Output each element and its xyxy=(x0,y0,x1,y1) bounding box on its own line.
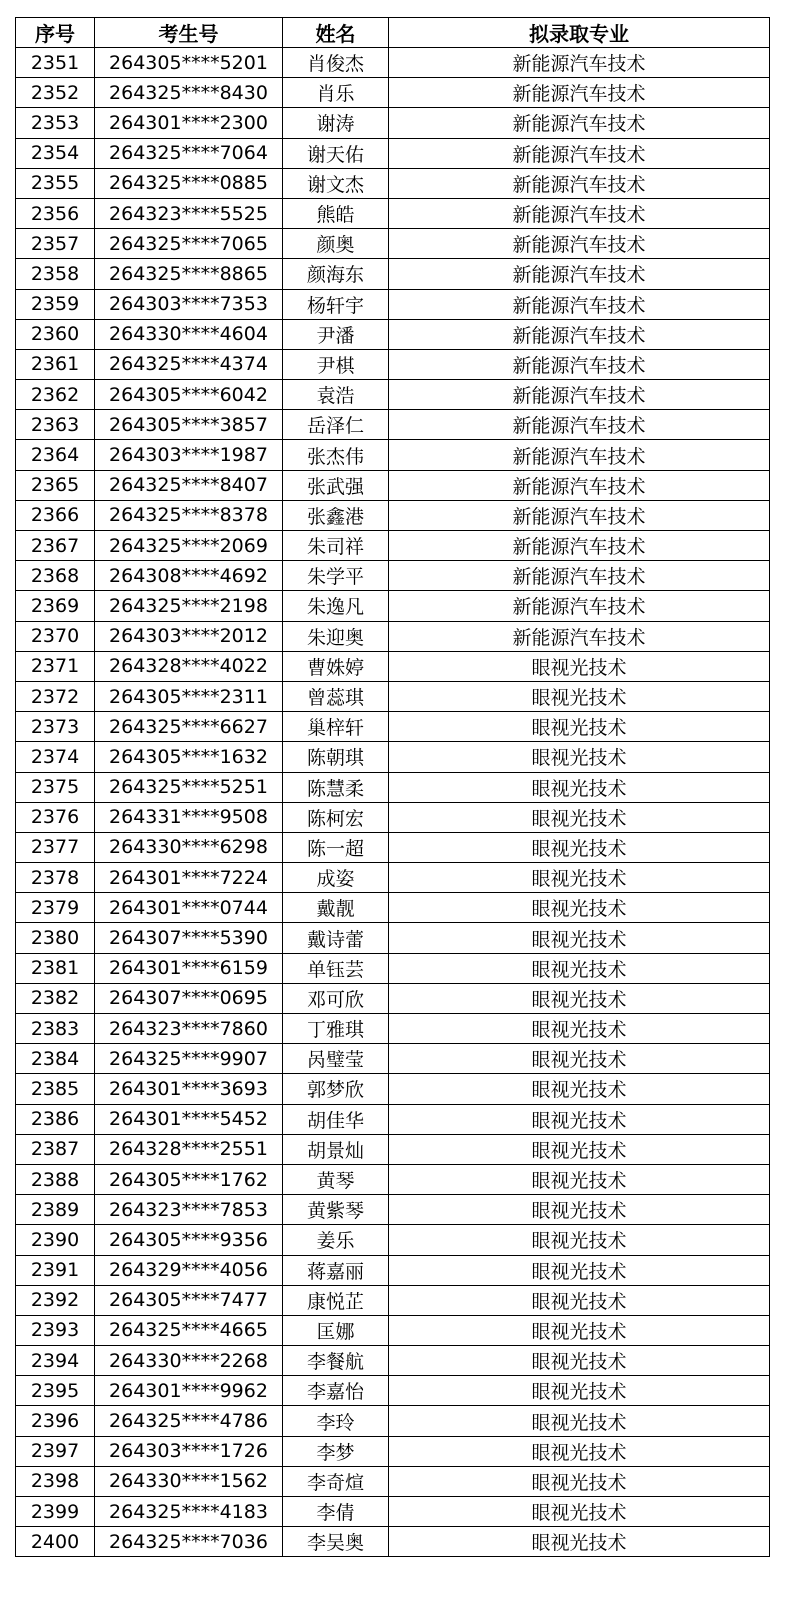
serial-number-cell: 2368 xyxy=(16,561,95,591)
name-cell: 肖乐 xyxy=(283,78,389,108)
admitted-major-cell: 新能源汽车技术 xyxy=(389,410,770,440)
admitted-major-cell: 眼视光技术 xyxy=(389,893,770,923)
table-row xyxy=(16,1255,770,1285)
table-row xyxy=(16,78,770,108)
admitted-major-cell: 眼视光技术 xyxy=(389,1195,770,1225)
table-row xyxy=(16,1014,770,1044)
serial-number-cell: 2392 xyxy=(16,1285,95,1315)
serial-number-cell: 2386 xyxy=(16,1104,95,1134)
candidate-number-cell: 264325****7036 xyxy=(95,1527,283,1557)
candidate-number-cell: 264301****0744 xyxy=(95,893,283,923)
admitted-major-cell: 新能源汽车技术 xyxy=(389,500,770,530)
serial-number-cell: 2367 xyxy=(16,531,95,561)
candidate-number-cell: 264325****4786 xyxy=(95,1406,283,1436)
name-cell: 呙璧莹 xyxy=(283,1044,389,1074)
name-cell: 尹潘 xyxy=(283,319,389,349)
admitted-major-cell: 眼视光技术 xyxy=(389,681,770,711)
candidate-number-cell: 264325****7064 xyxy=(95,138,283,168)
serial-number-cell: 2357 xyxy=(16,229,95,259)
table-row xyxy=(16,742,770,772)
candidate-number-cell: 264328****2551 xyxy=(95,1134,283,1164)
table-row xyxy=(16,681,770,711)
serial-number-cell: 2384 xyxy=(16,1044,95,1074)
serial-number-cell: 2375 xyxy=(16,772,95,802)
table-row xyxy=(16,168,770,198)
admitted-major-cell: 新能源汽车技术 xyxy=(389,531,770,561)
name-cell: 郭梦欣 xyxy=(283,1074,389,1104)
name-cell: 李奇煊 xyxy=(283,1466,389,1496)
name-cell: 谢天佑 xyxy=(283,138,389,168)
name-cell: 丁雅琪 xyxy=(283,1014,389,1044)
table-row xyxy=(16,1406,770,1436)
name-cell: 谢涛 xyxy=(283,108,389,138)
table-body xyxy=(16,48,770,1557)
admitted-major-cell: 眼视光技术 xyxy=(389,863,770,893)
name-cell: 尹棋 xyxy=(283,349,389,379)
name-cell: 姜乐 xyxy=(283,1225,389,1255)
table-row xyxy=(16,863,770,893)
admitted-major-cell: 眼视光技术 xyxy=(389,772,770,802)
name-cell: 李吴奥 xyxy=(283,1527,389,1557)
table-row xyxy=(16,923,770,953)
candidate-number-cell: 264325****0885 xyxy=(95,168,283,198)
name-cell: 陈朝琪 xyxy=(283,742,389,772)
name-cell: 张武强 xyxy=(283,470,389,500)
serial-number-cell: 2385 xyxy=(16,1074,95,1104)
candidate-number-cell: 264305****1762 xyxy=(95,1164,283,1194)
admitted-major-cell: 新能源汽车技术 xyxy=(389,198,770,228)
candidate-number-cell: 264325****6627 xyxy=(95,712,283,742)
name-cell: 张杰伟 xyxy=(283,440,389,470)
candidate-number-cell: 264305****2311 xyxy=(95,681,283,711)
table-row xyxy=(16,1285,770,1315)
serial-number-cell: 2397 xyxy=(16,1436,95,1466)
table-row xyxy=(16,500,770,530)
admitted-major-cell: 眼视光技术 xyxy=(389,1436,770,1466)
serial-number-cell: 2399 xyxy=(16,1497,95,1527)
candidate-number-cell: 264330****2268 xyxy=(95,1346,283,1376)
table-row xyxy=(16,772,770,802)
table-row xyxy=(16,349,770,379)
serial-number-cell: 2374 xyxy=(16,742,95,772)
column-header-candidate-number: 考生号 xyxy=(95,18,283,48)
name-cell: 单钰芸 xyxy=(283,953,389,983)
table-row xyxy=(16,651,770,681)
table-row xyxy=(16,1497,770,1527)
serial-number-cell: 2394 xyxy=(16,1346,95,1376)
candidate-number-cell: 264303****7353 xyxy=(95,289,283,319)
table-row xyxy=(16,1315,770,1345)
candidate-number-cell: 264325****8378 xyxy=(95,500,283,530)
serial-number-cell: 2369 xyxy=(16,591,95,621)
admitted-major-cell: 眼视光技术 xyxy=(389,1014,770,1044)
admitted-major-cell: 眼视光技术 xyxy=(389,1406,770,1436)
table-row xyxy=(16,1044,770,1074)
table-row xyxy=(16,1164,770,1194)
table-row xyxy=(16,1225,770,1255)
serial-number-cell: 2383 xyxy=(16,1014,95,1044)
candidate-number-cell: 264301****2300 xyxy=(95,108,283,138)
table-row xyxy=(16,1074,770,1104)
column-header-name: 姓名 xyxy=(283,18,389,48)
candidate-number-cell: 264301****6159 xyxy=(95,953,283,983)
serial-number-cell: 2364 xyxy=(16,440,95,470)
admitted-major-cell: 新能源汽车技术 xyxy=(389,561,770,591)
admitted-major-cell: 眼视光技术 xyxy=(389,1225,770,1255)
name-cell: 邓可欣 xyxy=(283,983,389,1013)
candidate-number-cell: 264325****7065 xyxy=(95,229,283,259)
column-header-admitted-major: 拟录取专业 xyxy=(389,18,770,48)
serial-number-cell: 2365 xyxy=(16,470,95,500)
admitted-major-cell: 新能源汽车技术 xyxy=(389,108,770,138)
name-cell: 张鑫港 xyxy=(283,500,389,530)
name-cell: 巢梓轩 xyxy=(283,712,389,742)
admission-list-table xyxy=(15,17,770,1557)
candidate-number-cell: 264308****4692 xyxy=(95,561,283,591)
admitted-major-cell: 眼视光技术 xyxy=(389,1134,770,1164)
candidate-number-cell: 264325****8407 xyxy=(95,470,283,500)
name-cell: 黄琴 xyxy=(283,1164,389,1194)
name-cell: 黄紫琴 xyxy=(283,1195,389,1225)
serial-number-cell: 2396 xyxy=(16,1406,95,1436)
candidate-number-cell: 264303****1987 xyxy=(95,440,283,470)
candidate-number-cell: 264331****9508 xyxy=(95,802,283,832)
name-cell: 朱逸凡 xyxy=(283,591,389,621)
table-row xyxy=(16,591,770,621)
name-cell: 肖俊杰 xyxy=(283,48,389,78)
name-cell: 康悦芷 xyxy=(283,1285,389,1315)
name-cell: 陈一超 xyxy=(283,832,389,862)
admitted-major-cell: 新能源汽车技术 xyxy=(389,470,770,500)
name-cell: 匡娜 xyxy=(283,1315,389,1345)
admitted-major-cell: 眼视光技术 xyxy=(389,802,770,832)
admitted-major-cell: 眼视光技术 xyxy=(389,923,770,953)
name-cell: 袁浩 xyxy=(283,380,389,410)
candidate-number-cell: 264307****5390 xyxy=(95,923,283,953)
name-cell: 熊皓 xyxy=(283,198,389,228)
name-cell: 颜奥 xyxy=(283,229,389,259)
serial-number-cell: 2382 xyxy=(16,983,95,1013)
candidate-number-cell: 264328****4022 xyxy=(95,651,283,681)
serial-number-cell: 2376 xyxy=(16,802,95,832)
admitted-major-cell: 新能源汽车技术 xyxy=(389,591,770,621)
name-cell: 岳泽仁 xyxy=(283,410,389,440)
serial-number-cell: 2355 xyxy=(16,168,95,198)
name-cell: 李倩 xyxy=(283,1497,389,1527)
table-row xyxy=(16,953,770,983)
admitted-major-cell: 眼视光技术 xyxy=(389,1255,770,1285)
table-row xyxy=(16,712,770,742)
table-row xyxy=(16,108,770,138)
admitted-major-cell: 新能源汽车技术 xyxy=(389,259,770,289)
name-cell: 李玲 xyxy=(283,1406,389,1436)
table-row xyxy=(16,1104,770,1134)
candidate-number-cell: 264303****2012 xyxy=(95,621,283,651)
serial-number-cell: 2356 xyxy=(16,198,95,228)
candidate-number-cell: 264323****7860 xyxy=(95,1014,283,1044)
serial-number-cell: 2351 xyxy=(16,48,95,78)
candidate-number-cell: 264330****1562 xyxy=(95,1466,283,1496)
admitted-major-cell: 新能源汽车技术 xyxy=(389,621,770,651)
admitted-major-cell: 眼视光技术 xyxy=(389,1527,770,1557)
table-row xyxy=(16,1134,770,1164)
admitted-major-cell: 眼视光技术 xyxy=(389,1074,770,1104)
table-row xyxy=(16,198,770,228)
table-row xyxy=(16,470,770,500)
table-row xyxy=(16,440,770,470)
name-cell: 戴靓 xyxy=(283,893,389,923)
candidate-number-cell: 264305****6042 xyxy=(95,380,283,410)
serial-number-cell: 2354 xyxy=(16,138,95,168)
serial-number-cell: 2377 xyxy=(16,832,95,862)
candidate-number-cell: 264325****2069 xyxy=(95,531,283,561)
serial-number-cell: 2359 xyxy=(16,289,95,319)
serial-number-cell: 2388 xyxy=(16,1164,95,1194)
serial-number-cell: 2360 xyxy=(16,319,95,349)
table-row xyxy=(16,1466,770,1496)
admitted-major-cell: 眼视光技术 xyxy=(389,832,770,862)
admitted-major-cell: 新能源汽车技术 xyxy=(389,229,770,259)
serial-number-cell: 2352 xyxy=(16,78,95,108)
candidate-number-cell: 264301****5452 xyxy=(95,1104,283,1134)
serial-number-cell: 2358 xyxy=(16,259,95,289)
table-row xyxy=(16,259,770,289)
serial-number-cell: 2390 xyxy=(16,1225,95,1255)
table-row xyxy=(16,1527,770,1557)
name-cell: 颜海东 xyxy=(283,259,389,289)
serial-number-cell: 2389 xyxy=(16,1195,95,1225)
candidate-number-cell: 264325****4665 xyxy=(95,1315,283,1345)
name-cell: 李梦 xyxy=(283,1436,389,1466)
candidate-number-cell: 264330****6298 xyxy=(95,832,283,862)
table-row xyxy=(16,1195,770,1225)
admitted-major-cell: 新能源汽车技术 xyxy=(389,48,770,78)
table-row xyxy=(16,531,770,561)
table-row xyxy=(16,1376,770,1406)
name-cell: 杨轩宇 xyxy=(283,289,389,319)
name-cell: 陈慧柔 xyxy=(283,772,389,802)
candidate-number-cell: 264325****4183 xyxy=(95,1497,283,1527)
header-row xyxy=(16,18,770,48)
name-cell: 蒋嘉丽 xyxy=(283,1255,389,1285)
candidate-number-cell: 264325****4374 xyxy=(95,349,283,379)
table-row xyxy=(16,983,770,1013)
candidate-number-cell: 264301****9962 xyxy=(95,1376,283,1406)
table-row xyxy=(16,319,770,349)
table-row xyxy=(16,802,770,832)
candidate-number-cell: 264303****1726 xyxy=(95,1436,283,1466)
admitted-major-cell: 眼视光技术 xyxy=(389,712,770,742)
serial-number-cell: 2353 xyxy=(16,108,95,138)
table-row xyxy=(16,1346,770,1376)
name-cell: 胡佳华 xyxy=(283,1104,389,1134)
table-header xyxy=(16,18,770,48)
column-header-serial-number: 序号 xyxy=(16,18,95,48)
serial-number-cell: 2398 xyxy=(16,1466,95,1496)
candidate-number-cell: 264305****7477 xyxy=(95,1285,283,1315)
candidate-number-cell: 264325****9907 xyxy=(95,1044,283,1074)
name-cell: 朱学平 xyxy=(283,561,389,591)
table-row xyxy=(16,138,770,168)
candidate-number-cell: 264325****8430 xyxy=(95,78,283,108)
table-row xyxy=(16,621,770,651)
name-cell: 成姿 xyxy=(283,863,389,893)
name-cell: 谢文杰 xyxy=(283,168,389,198)
table-row xyxy=(16,229,770,259)
candidate-number-cell: 264301****7224 xyxy=(95,863,283,893)
name-cell: 曹姝婷 xyxy=(283,651,389,681)
serial-number-cell: 2372 xyxy=(16,681,95,711)
serial-number-cell: 2391 xyxy=(16,1255,95,1285)
candidate-number-cell: 264305****9356 xyxy=(95,1225,283,1255)
table-row xyxy=(16,380,770,410)
serial-number-cell: 2400 xyxy=(16,1527,95,1557)
serial-number-cell: 2366 xyxy=(16,500,95,530)
candidate-number-cell: 264323****7853 xyxy=(95,1195,283,1225)
serial-number-cell: 2361 xyxy=(16,349,95,379)
admitted-major-cell: 眼视光技术 xyxy=(389,1497,770,1527)
admitted-major-cell: 眼视光技术 xyxy=(389,1285,770,1315)
admitted-major-cell: 新能源汽车技术 xyxy=(389,289,770,319)
table-row xyxy=(16,832,770,862)
admitted-major-cell: 新能源汽车技术 xyxy=(389,319,770,349)
name-cell: 李嘉怡 xyxy=(283,1376,389,1406)
candidate-number-cell: 264330****4604 xyxy=(95,319,283,349)
admitted-major-cell: 眼视光技术 xyxy=(389,1346,770,1376)
admitted-major-cell: 眼视光技术 xyxy=(389,953,770,983)
admitted-major-cell: 眼视光技术 xyxy=(389,1044,770,1074)
admitted-major-cell: 眼视光技术 xyxy=(389,1164,770,1194)
serial-number-cell: 2370 xyxy=(16,621,95,651)
candidate-number-cell: 264323****5525 xyxy=(95,198,283,228)
admitted-major-cell: 新能源汽车技术 xyxy=(389,78,770,108)
candidate-number-cell: 264329****4056 xyxy=(95,1255,283,1285)
admitted-major-cell: 眼视光技术 xyxy=(389,983,770,1013)
table-row xyxy=(16,561,770,591)
admitted-major-cell: 眼视光技术 xyxy=(389,1104,770,1134)
candidate-number-cell: 264325****8865 xyxy=(95,259,283,289)
serial-number-cell: 2395 xyxy=(16,1376,95,1406)
name-cell: 戴诗蕾 xyxy=(283,923,389,953)
serial-number-cell: 2393 xyxy=(16,1315,95,1345)
table-row xyxy=(16,1436,770,1466)
admitted-major-cell: 新能源汽车技术 xyxy=(389,168,770,198)
serial-number-cell: 2363 xyxy=(16,410,95,440)
name-cell: 胡景灿 xyxy=(283,1134,389,1164)
admitted-major-cell: 眼视光技术 xyxy=(389,1466,770,1496)
admitted-major-cell: 新能源汽车技术 xyxy=(389,440,770,470)
name-cell: 李餐航 xyxy=(283,1346,389,1376)
admitted-major-cell: 新能源汽车技术 xyxy=(389,138,770,168)
candidate-number-cell: 264325****2198 xyxy=(95,591,283,621)
serial-number-cell: 2362 xyxy=(16,380,95,410)
admitted-major-cell: 眼视光技术 xyxy=(389,742,770,772)
table-row xyxy=(16,48,770,78)
admitted-major-cell: 新能源汽车技术 xyxy=(389,380,770,410)
table-row xyxy=(16,410,770,440)
candidate-number-cell: 264305****5201 xyxy=(95,48,283,78)
table-row xyxy=(16,893,770,923)
candidate-number-cell: 264305****3857 xyxy=(95,410,283,440)
name-cell: 朱迎奥 xyxy=(283,621,389,651)
serial-number-cell: 2373 xyxy=(16,712,95,742)
name-cell: 陈柯宏 xyxy=(283,802,389,832)
name-cell: 曾蕊琪 xyxy=(283,681,389,711)
serial-number-cell: 2371 xyxy=(16,651,95,681)
admitted-major-cell: 眼视光技术 xyxy=(389,1315,770,1345)
serial-number-cell: 2378 xyxy=(16,863,95,893)
candidate-number-cell: 264307****0695 xyxy=(95,983,283,1013)
admitted-major-cell: 眼视光技术 xyxy=(389,1376,770,1406)
admitted-major-cell: 新能源汽车技术 xyxy=(389,349,770,379)
admitted-major-cell: 眼视光技术 xyxy=(389,651,770,681)
table-row xyxy=(16,289,770,319)
name-cell: 朱司祥 xyxy=(283,531,389,561)
serial-number-cell: 2380 xyxy=(16,923,95,953)
serial-number-cell: 2381 xyxy=(16,953,95,983)
candidate-number-cell: 264305****1632 xyxy=(95,742,283,772)
candidate-number-cell: 264301****3693 xyxy=(95,1074,283,1104)
candidate-number-cell: 264325****5251 xyxy=(95,772,283,802)
serial-number-cell: 2379 xyxy=(16,893,95,923)
serial-number-cell: 2387 xyxy=(16,1134,95,1164)
